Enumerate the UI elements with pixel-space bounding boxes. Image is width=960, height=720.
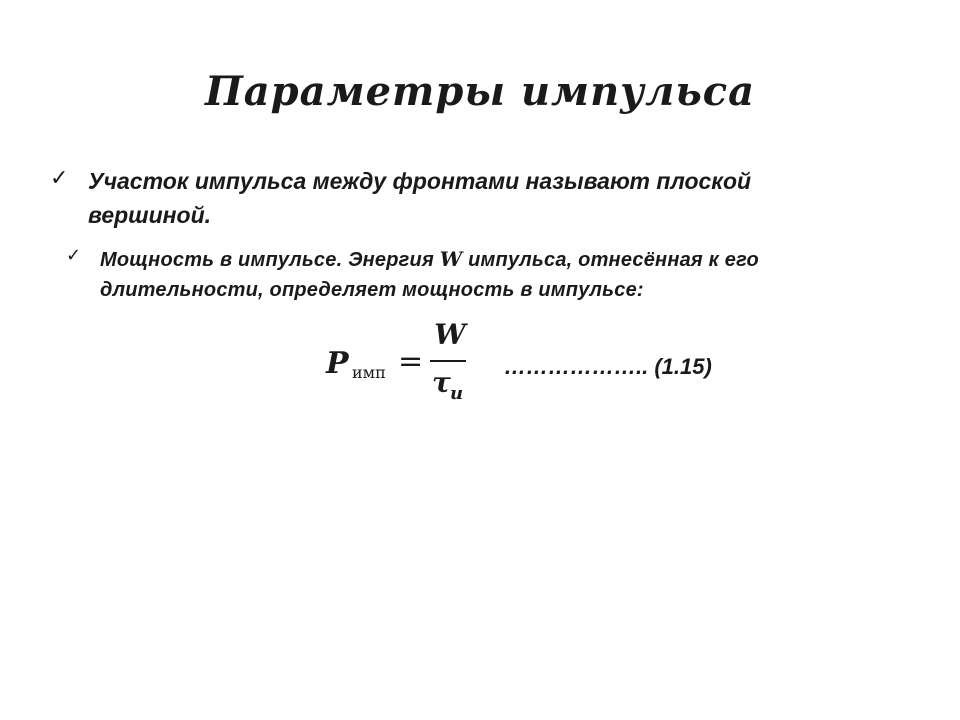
bullet-text-start: Мощность в импульсе. Энергия — [100, 249, 440, 271]
formula-denominator: τ — [432, 366, 451, 399]
equation-number: ……………….. (1.15) — [504, 354, 712, 379]
formula-denominator-subscript: u — [450, 383, 464, 404]
checkmark-icon: ✓ — [66, 245, 82, 266]
formula-numerator: W — [434, 318, 466, 351]
checkmark-icon: ✓ — [50, 166, 69, 191]
formula-lhs-subscript: имп — [352, 363, 386, 382]
bullet-text — [100, 244, 920, 305]
fraction-bar — [430, 360, 466, 362]
bullet-text: Участок импульса между фронтами называют плоской вершиной. — [88, 168, 752, 228]
slide-title: Параметры импульса — [204, 68, 756, 115]
formula-equals: = — [398, 344, 424, 379]
bullet-text-end: импульса, отнесённая к его длительности, определяет мощность в импульсе: — [100, 249, 759, 301]
formula-lhs: P — [326, 346, 349, 381]
power-formula — [320, 318, 490, 408]
energy-variable: W — [439, 247, 463, 271]
